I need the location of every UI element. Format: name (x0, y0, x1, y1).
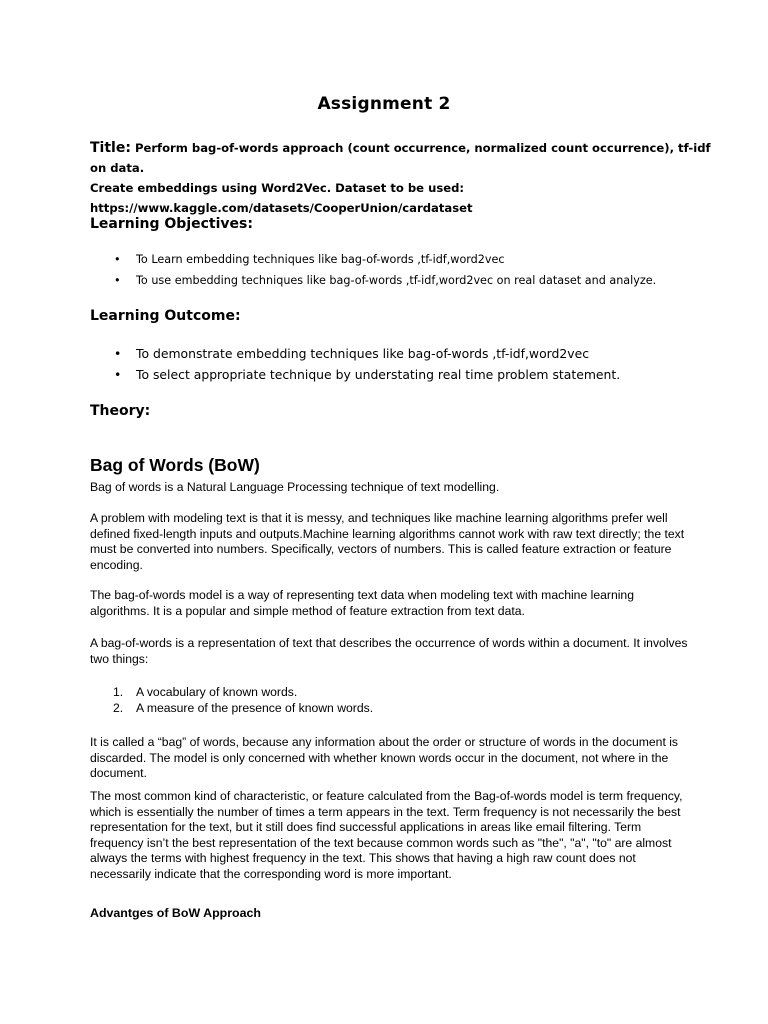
assignment-title-block (90, 138, 730, 218)
advantages-heading: Advantges of BoW Approach (90, 906, 261, 920)
paragraph: It is called a “bag” of words, because any information about the order or structure of words in the document is discarded. The model is only concerned with whether known words occur in the document, not where in the document. (90, 735, 679, 780)
list-text: A measure of the presence of known words. (136, 701, 374, 715)
dataset-url: https://www.kaggle.com/datasets/CooperUnion/cardataset (90, 201, 473, 215)
title-label: Title: (90, 140, 131, 156)
list-number: 2. (113, 701, 124, 715)
list-item: • To demonstrate embedding techniques like bag-of-words ,tf-idf,word2vec (110, 343, 620, 364)
objectives-list (110, 249, 656, 291)
bow-heading: Bag of Words (BoW) (90, 455, 260, 475)
page-title: Assignment 2 (317, 94, 451, 114)
paragraph: A bag-of-words is a representation of text that describes the occurrence of words within a document. It involves two things: (90, 636, 688, 666)
list-item: • To select appropriate technique by understating real time problem statement. (110, 364, 620, 385)
title-line-2: Create embeddings using Word2Vec. Dataset to be used: (90, 181, 465, 195)
list-item (110, 684, 373, 700)
paragraph: Bag of words is a Natural Language Processing technique of text modelling. (90, 480, 500, 494)
numbered-list (110, 684, 373, 716)
list-number: 1. (113, 685, 124, 699)
paragraph: The most common kind of characteristic, or feature calculated from the Bag-of-words model is term frequency, which is essentially the number of times a term appears in the text. Term frequency is not necessarily the best representation for the text, but it still does find successful applications in areas like email filtering. Term frequency isn’t the best representation of the text because common words such as "the", "a", "to" are almost always the terms with highest frequency in the text. This shows that having a high raw count does not necessarily indicate that the corresponding word is more important. (90, 789, 683, 881)
outcomes-list (110, 343, 620, 385)
list-text: A vocabulary of known words. (136, 685, 298, 699)
outcome-heading: Learning Outcome: (90, 308, 241, 324)
title-text: Perform bag-of-words approach (count occurrence, normalized count occurrence), tf-idf on data. (90, 141, 711, 175)
list-item (110, 700, 373, 716)
list-item: • To use embedding techniques like bag-of-words ,tf-idf,word2vec on real dataset and analyze. (110, 270, 656, 291)
theory-heading: Theory: (90, 403, 151, 419)
objectives-heading: Learning Objectives: (90, 216, 253, 232)
title-line-1 (90, 138, 730, 178)
paragraph: A problem with modeling text is that it is messy, and techniques like machine learning algorithms prefer well defined fixed-length inputs and outputs.Machine learning algorithms cannot work with raw text directly; the text must be converted into numbers. Specifically, vectors of numbers. This is called feature extraction or feature encoding. (90, 511, 685, 572)
list-item: • To Learn embedding techniques like bag-of-words ,tf-idf,word2vec (110, 249, 656, 270)
paragraph: The bag-of-words model is a way of representing text data when modeling text with machine learning algorithms. It is a popular and simple method of feature extraction from text data. (90, 588, 634, 618)
